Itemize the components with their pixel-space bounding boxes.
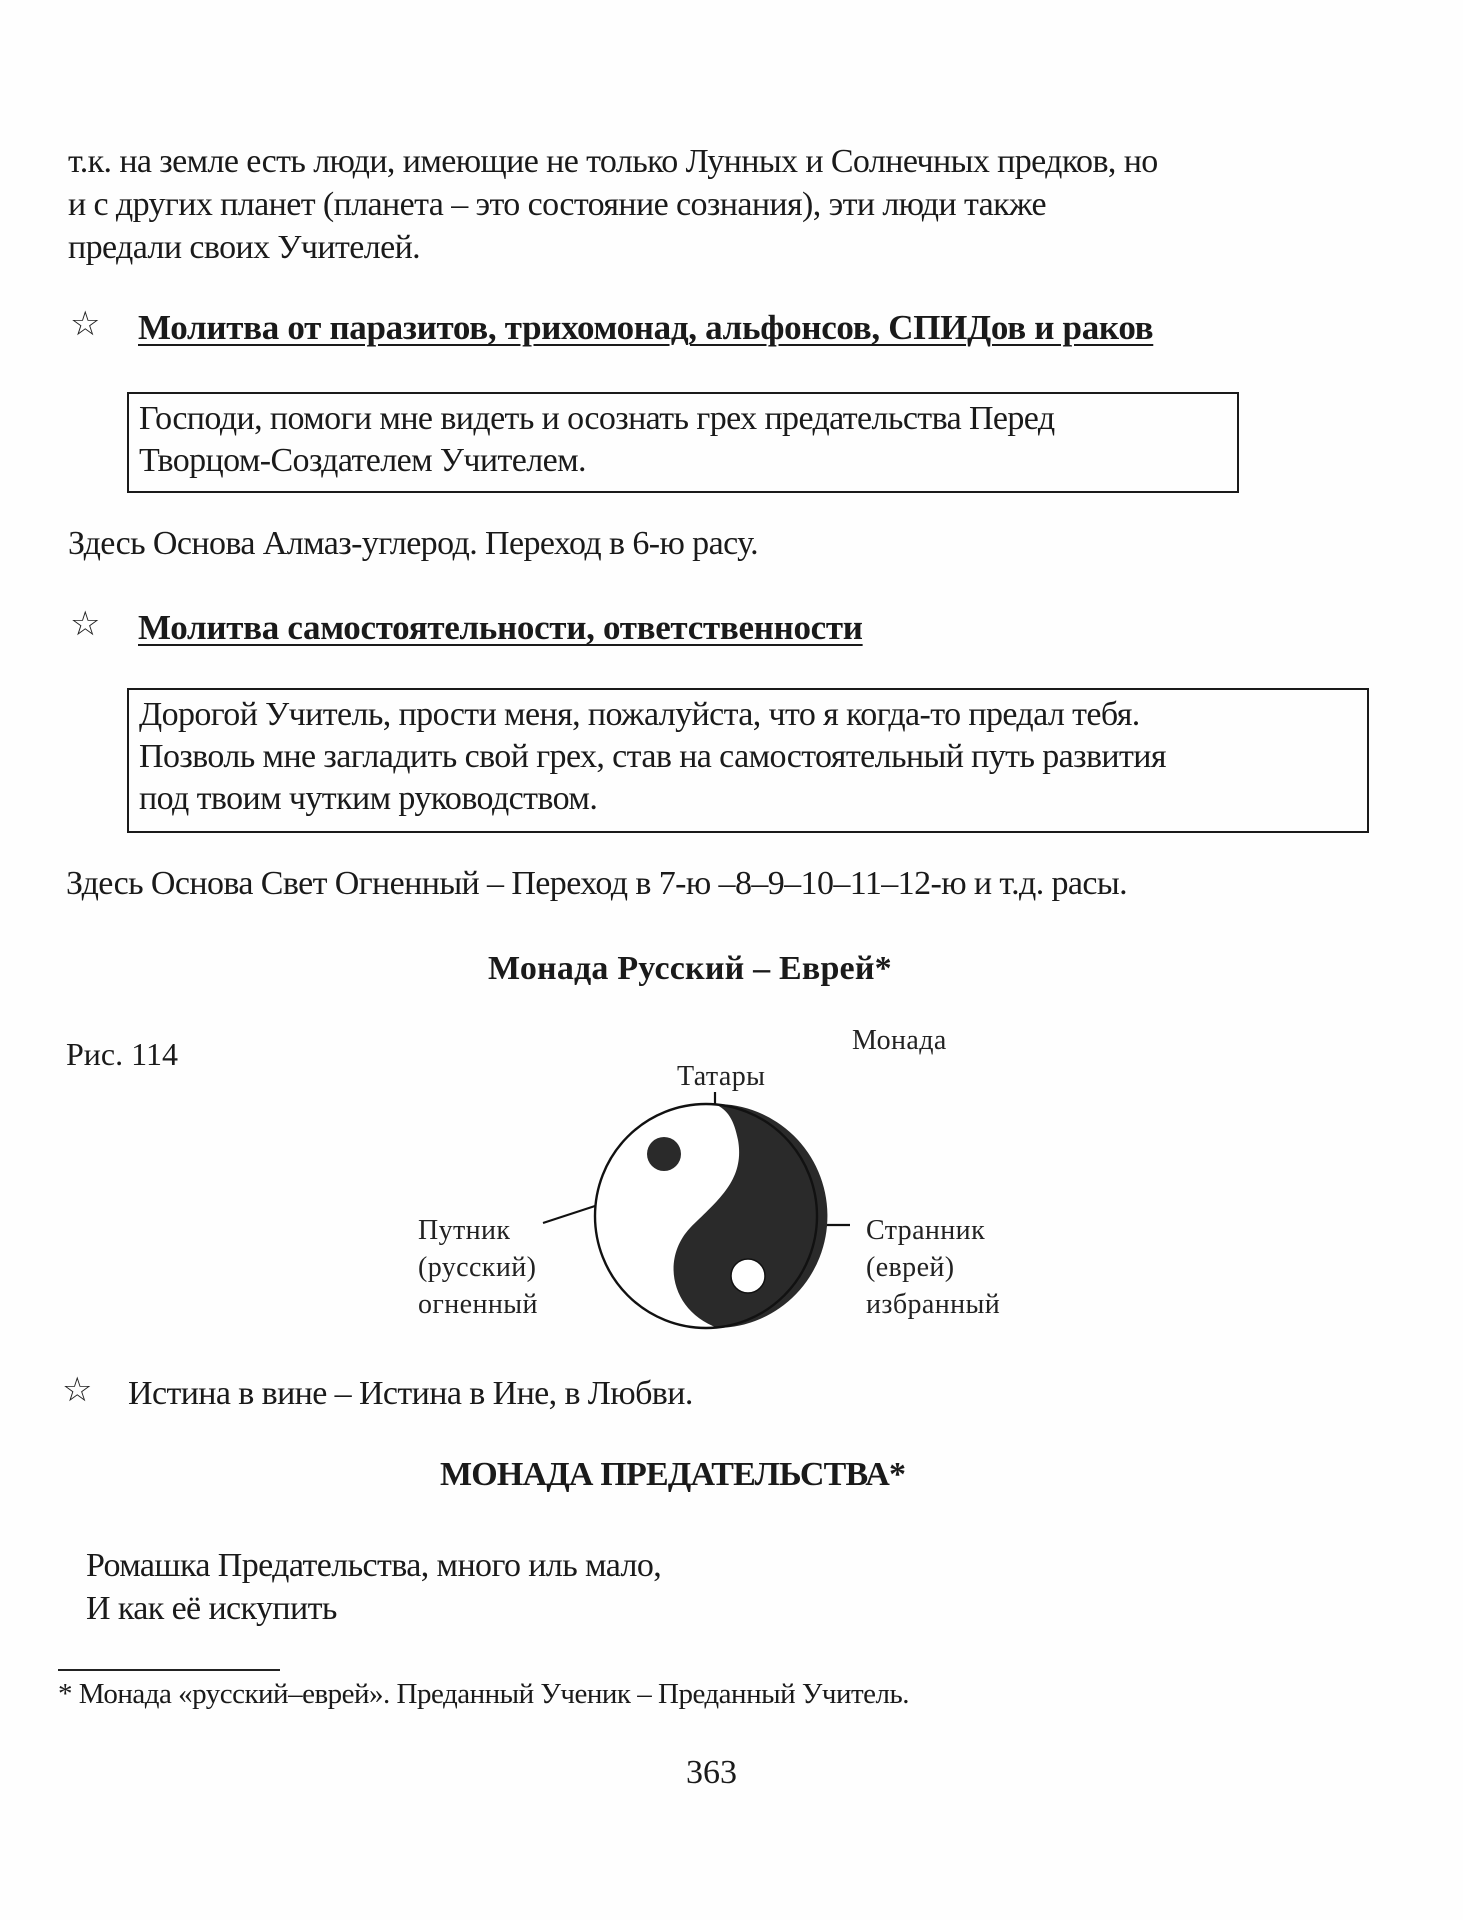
poem-line: И как её искупить <box>86 1590 337 1627</box>
intro-line: т.к. на земле есть люди, имеющие не только Лунных и Солнечных предков, но <box>68 143 1158 180</box>
footnote-divider <box>58 1669 280 1671</box>
figure-title: Монада Русский – Еврей* <box>488 950 892 987</box>
yin-yang-icon <box>530 1090 870 1340</box>
footnote: * Монада «русский–еврей». Преданный Ученик – Преданный Учитель. <box>58 1678 909 1710</box>
star-bullet-icon: ☆ <box>62 1370 93 1410</box>
prayer-line: Дорогой Учитель, прости меня, пожалуйста, что я когда-то предал тебя. <box>139 696 1140 733</box>
section2-note: Здесь Основа Свет Огненный – Переход в 7-ю –8–9–10–11–12-ю и т.д. расы. <box>66 865 1128 902</box>
section1-note: Здесь Основа Алмаз-углерод. Переход в 6-ю расу. <box>68 525 759 562</box>
intro-line: предали своих Учителей. <box>68 229 421 266</box>
section-heading-parasites-prayer: Молитва от паразитов, трихомонад, альфонсов, СПИДов и раков <box>138 308 1154 347</box>
poem-line: Ромашка Предательства, много иль мало, <box>86 1547 662 1584</box>
betrayal-monad-heading: МОНАДА ПРЕДАТЕЛЬСТВА* <box>440 1456 906 1493</box>
truth-in-love-line: Истина в вине – Истина в Ине, в Любви. <box>128 1375 693 1412</box>
label-line: избранный <box>866 1289 1001 1320</box>
label-left-traveler <box>418 1212 538 1323</box>
label-line: (еврей) <box>866 1252 955 1283</box>
section-heading-independence-prayer: Молитва самостоятельности, ответственности <box>138 608 863 647</box>
intro-line: и с других планет (планета – это состояние сознания), эти люди также <box>68 186 1046 223</box>
poem <box>86 1544 661 1630</box>
page-number: 363 <box>686 1754 737 1791</box>
label-line: Путник <box>418 1215 511 1246</box>
label-line: Странник <box>866 1215 986 1246</box>
intro-paragraph <box>68 140 1158 269</box>
label-line: огненный <box>418 1289 538 1320</box>
prayer-line: Господи, помоги мне видеть и осознать грех предательства Перед <box>139 400 1055 437</box>
prayer-box-2 <box>127 688 1369 833</box>
prayer-box-1 <box>127 392 1239 493</box>
prayer-line: Позволь мне загладить свой грех, став на самостоятельный путь развития <box>139 738 1166 775</box>
prayer-line: под твоим чутким руководством. <box>139 780 598 817</box>
star-bullet-icon: ☆ <box>70 604 101 644</box>
prayer-line: Творцом-Создателем Учителем. <box>139 442 586 479</box>
label-monad: Монада <box>852 1025 947 1056</box>
label-line: (русский) <box>418 1252 537 1283</box>
star-bullet-icon: ☆ <box>70 304 101 344</box>
label-right-wanderer <box>866 1212 1000 1323</box>
label-top-tatars: Татары <box>677 1061 766 1092</box>
figure-caption: Рис. 114 <box>66 1036 178 1072</box>
